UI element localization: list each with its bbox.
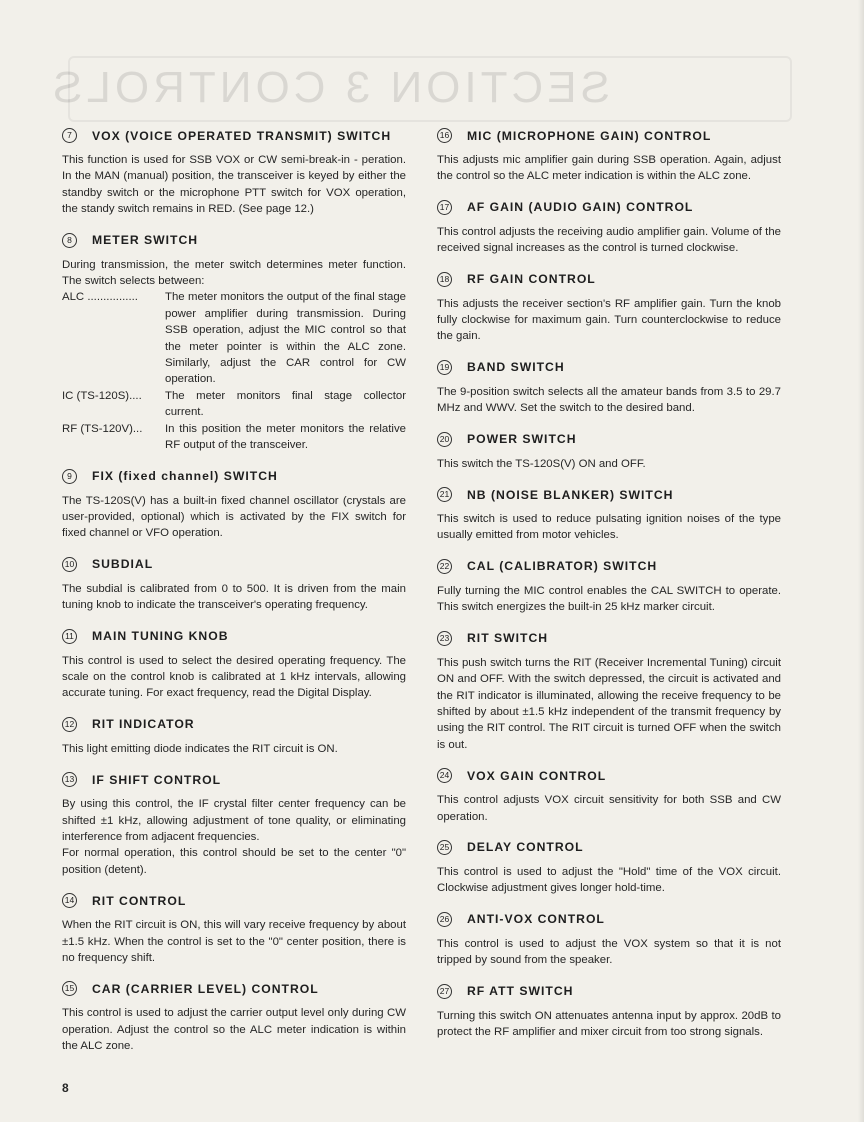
section-heading <box>437 840 781 855</box>
section-title: RIT SWITCH <box>467 631 549 646</box>
definition-row <box>62 388 406 421</box>
section-title: VOX (VOICE OPERATED TRANSMIT) SWITCH <box>92 128 392 143</box>
section-7 <box>62 128 406 218</box>
section-paragraph: Turning this switch ON attenuates antenna input by approx. 20dB to protect the RF amplifier and mixer circuit from too strong signals. <box>437 1009 781 1038</box>
section-paragraph: This adjusts the receiver section's RF amplifier gain. Turn the knob fully clockwise for maximum gain. Turn counterclockwise to reduce the gain. <box>437 297 781 343</box>
section-title: IF SHIFT CONTROL <box>92 772 222 787</box>
section-number-badge: 7 <box>62 128 77 143</box>
section-20 <box>437 432 781 472</box>
section-heading <box>62 557 406 572</box>
section-number-badge: 27 <box>437 984 452 999</box>
section-heading <box>62 128 406 143</box>
section-title: NB (NOISE BLANKER) SWITCH <box>467 487 674 502</box>
section-title: RIT CONTROL <box>92 893 187 908</box>
definition-description: The meter monitors final stage collector current. <box>165 389 406 419</box>
section-number-badge: 19 <box>437 360 452 375</box>
section-heading <box>437 912 781 927</box>
section-24 <box>437 768 781 825</box>
section-title: DELAY CONTROL <box>467 840 584 855</box>
definition-term: RF (TS-120V)... <box>62 422 143 435</box>
section-number-badge: 11 <box>62 629 77 644</box>
section-title: MAIN TUNING KNOB <box>92 629 229 644</box>
page-number: 8 <box>62 1081 69 1095</box>
section-paragraph: For normal operation, this control should be set to the center "0" position (detent). <box>62 847 406 876</box>
section-number-badge: 16 <box>437 128 452 143</box>
section-heading <box>62 233 406 248</box>
section-13 <box>62 772 406 878</box>
section-26 <box>437 912 781 969</box>
section-15 <box>62 981 406 1054</box>
section-title: SUBDIAL <box>92 557 154 572</box>
section-11 <box>62 629 406 702</box>
definition-row <box>62 421 406 454</box>
section-paragraph: This control adjusts VOX circuit sensitivity for both SSB and CW operation. <box>437 794 781 823</box>
section-paragraph: This control is used to adjust the "Hold" time of the VOX circuit. Clockwise adjustment gives longer hold-time. <box>437 865 781 895</box>
section-paragraph: During transmission, the meter switch determines meter function. The switch selects between: <box>62 258 406 288</box>
show-through-section-title: SECTION 3 CONTROLS <box>49 63 610 112</box>
section-27 <box>437 984 781 1041</box>
section-19 <box>437 360 781 417</box>
section-heading <box>62 772 406 787</box>
section-paragraph: This control is used to adjust the VOX system so that it is not tripped by sound from the speaker. <box>437 937 781 967</box>
section-21 <box>437 487 781 544</box>
section-number-badge: 25 <box>437 840 452 855</box>
definition-term: IC (TS-120S).... <box>62 389 142 402</box>
right-column <box>437 128 781 1055</box>
section-paragraph: This light emitting diode indicates the RIT circuit is ON. <box>62 742 338 755</box>
section-heading <box>62 629 406 644</box>
section-heading <box>437 631 781 646</box>
section-title: VOX GAIN CONTROL <box>467 768 607 783</box>
left-column <box>62 128 406 1070</box>
section-8 <box>62 233 406 454</box>
section-number-badge: 20 <box>437 432 452 447</box>
section-paragraph: This adjusts mic amplifier gain during SSB operation. Again, adjust the control so the ALC meter indication is within the ALC zone. <box>437 154 781 183</box>
section-heading <box>437 360 781 375</box>
section-paragraph: This switch is used to reduce pulsating ignition noises of the type usually emitted from motor vehicles. <box>437 513 781 542</box>
section-heading <box>437 272 781 287</box>
section-title: RF ATT SWITCH <box>467 984 574 999</box>
section-25 <box>437 840 781 897</box>
section-number-badge: 8 <box>62 233 77 248</box>
section-number-badge: 9 <box>62 469 77 484</box>
section-number-badge: 13 <box>62 772 77 787</box>
page-edge-shadow <box>858 0 864 1122</box>
section-heading <box>62 981 406 996</box>
section-16 <box>437 128 781 185</box>
section-number-badge: 18 <box>437 272 452 287</box>
section-paragraph: This control is used to select the desired operating frequency. The scale on the control knob is calibrated at 1 kHz intervals, allowing accurate tuning. For exact frequency, read the Digital Display. <box>62 654 406 700</box>
section-number-badge: 14 <box>62 893 77 908</box>
section-14 <box>62 893 406 966</box>
definition-description: In this position the meter monitors the relative RF output of the transceiver. <box>165 422 406 452</box>
section-title: CAL (CALIBRATOR) SWITCH <box>467 559 658 574</box>
section-18 <box>437 272 781 345</box>
section-10 <box>62 557 406 614</box>
definition-row <box>62 289 406 387</box>
section-title: METER SWITCH <box>92 233 199 248</box>
section-number-badge: 15 <box>62 981 77 996</box>
section-title: CAR (CARRIER LEVEL) CONTROL <box>92 981 319 996</box>
section-heading <box>437 432 781 447</box>
section-paragraph: This control is used to adjust the carrier output level only during CW operation. Adjust the control so the ALC meter indication is within the ALC zone. <box>62 1007 406 1053</box>
section-paragraph: This push switch turns the RIT (Receiver Incremental Tuning) circuit ON and OFF. With the switch depressed, the circuit is activated and the RIT indicator is illuminated, allowing the receive frequency to be shifted by about ±1.5 kHz independent of the transmit frequency by using the RIT control. The RIT circuit is turned OFF when the switch is out. <box>437 656 781 751</box>
section-title: ANTI-VOX CONTROL <box>467 912 605 927</box>
section-paragraph: By using this control, the IF crystal filter center frequency can be shifted ±1 kHz, allowing adjustment of tone quality, or eliminating interference from adjacent frequencies. <box>62 798 406 843</box>
section-9 <box>62 469 406 542</box>
section-heading <box>437 559 781 574</box>
section-number-badge: 21 <box>437 487 452 502</box>
section-number-badge: 24 <box>437 768 452 783</box>
section-heading <box>437 200 781 215</box>
section-number-badge: 26 <box>437 912 452 927</box>
section-paragraph: The TS-120S(V) has a built-in fixed channel oscillator (crystals are user-provided, optional) which is activated by the FIX switch for fixed channel or VFO operation. <box>62 494 406 540</box>
section-title: RIT INDICATOR <box>92 717 195 732</box>
section-paragraph: This function is used for SSB VOX or CW semi-break-in - peration. In the MAN (manual) position, the transceiver is keyed by either the standby switch or the microphone PTT switch for VOX operation, the standy switch remains in RED. (See page 12.) <box>62 154 406 216</box>
section-number-badge: 23 <box>437 631 452 646</box>
section-12 <box>62 717 406 757</box>
section-heading <box>437 487 781 502</box>
section-heading <box>62 893 406 908</box>
section-23 <box>437 631 781 753</box>
section-title: POWER SWITCH <box>467 432 577 447</box>
section-title: BAND SWITCH <box>467 360 565 375</box>
section-paragraph: This control adjusts the receiving audio amplifier gain. Volume of the received signal increases as the control is turned clockwise. <box>437 225 781 255</box>
section-heading <box>62 717 406 732</box>
section-number-badge: 17 <box>437 200 452 215</box>
section-heading <box>62 469 406 484</box>
section-heading <box>437 128 781 143</box>
section-17 <box>437 200 781 257</box>
section-paragraph: This switch the TS-120S(V) ON and OFF. <box>437 457 646 470</box>
section-heading <box>437 984 781 999</box>
section-number-badge: 22 <box>437 559 452 574</box>
section-paragraph: When the RIT circuit is ON, this will vary receive frequency by about ±1.5 kHz. When the control is set to the "0" center position, there is no frequency shift. <box>62 919 406 964</box>
section-title: FIX (fixed channel) SWITCH <box>92 469 278 483</box>
section-paragraph: The subdial is calibrated from 0 to 500. It is driven from the main tuning knob to indicate the transceiver's operating frequency. <box>62 582 406 612</box>
section-title: AF GAIN (AUDIO GAIN) CONTROL <box>467 200 694 215</box>
section-paragraph: Fully turning the MIC control enables the CAL SWITCH to operate. This switch energizes the built-in 25 kHz marker circuit. <box>437 584 781 614</box>
section-heading <box>437 768 781 783</box>
section-number-badge: 12 <box>62 717 77 732</box>
definition-term: ALC ................ <box>62 291 138 304</box>
section-title: RF GAIN CONTROL <box>467 272 596 287</box>
section-number-badge: 10 <box>62 557 77 572</box>
section-title: MIC (MICROPHONE GAIN) CONTROL <box>467 128 712 143</box>
section-paragraph: The 9-position switch selects all the amateur bands from 3.5 to 29.7 MHz and WWV. Set the switch to the desired band. <box>437 385 781 415</box>
definition-description: The meter monitors the output of the final stage power amplifier during transmission. During SSB operation, adjust the MIC control so that the meter pointer is within the ALC zone. Similarly, adjust the CAR control for CW operation. <box>165 291 406 386</box>
section-22 <box>437 559 781 616</box>
